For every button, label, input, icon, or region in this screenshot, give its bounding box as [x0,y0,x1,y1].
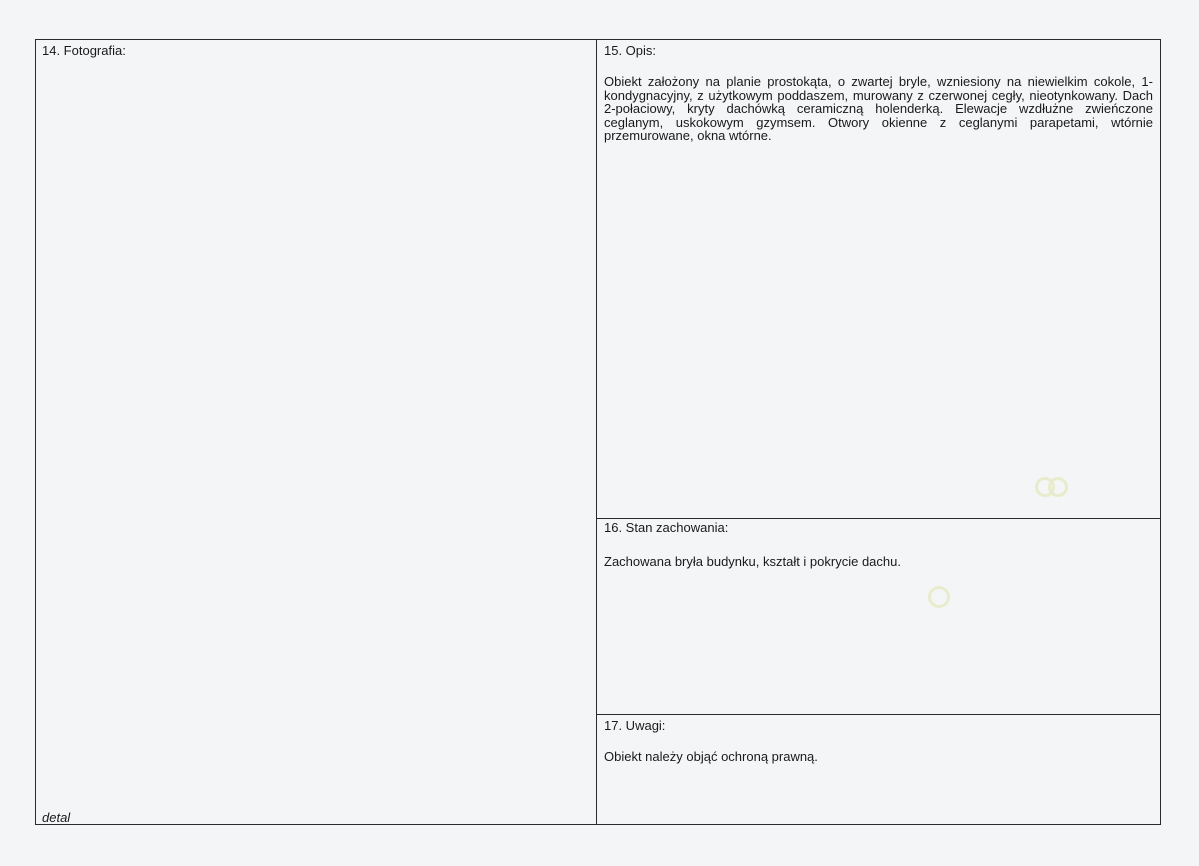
condition-label: 16. Stan zachowania: [604,520,729,535]
condition-text: Zachowana bryła budynku, kształt i pokrycie dachu. [604,554,901,569]
photo-label: 14. Fotografia: [42,43,126,58]
scan-smudge [928,586,950,608]
remarks-cell [597,715,1160,824]
photo-cell [36,40,597,824]
form-table [35,39,1161,825]
description-text: Obiekt założony na planie prostokąta, o zwartej bryle, wzniesiony na niewielkim cokole, 1-kondygnacyjny, z użytkowym poddaszem, murowany z czerwonej cegły, nieotynkowany. Dach 2-połaciowy, kryty dachówką ceramiczną holenderką. Elewacje wzdłużne zwieńczone ceglanym, uskokowym gzymsem. Otwory okienne z ceglanymi parapetami, wtórnie przemurowane, okna wtórne. [604,74,1153,143]
scan-smudge [1048,477,1068,497]
description-label: 15. Opis: [604,43,657,58]
description-cell [597,40,1160,519]
photo-caption: detal [42,810,71,825]
remarks-text: Obiekt należy objąć ochroną prawną. [604,749,818,764]
details-column [597,40,1160,824]
condition-cell [597,519,1160,715]
remarks-label: 17. Uwagi: [604,718,666,733]
